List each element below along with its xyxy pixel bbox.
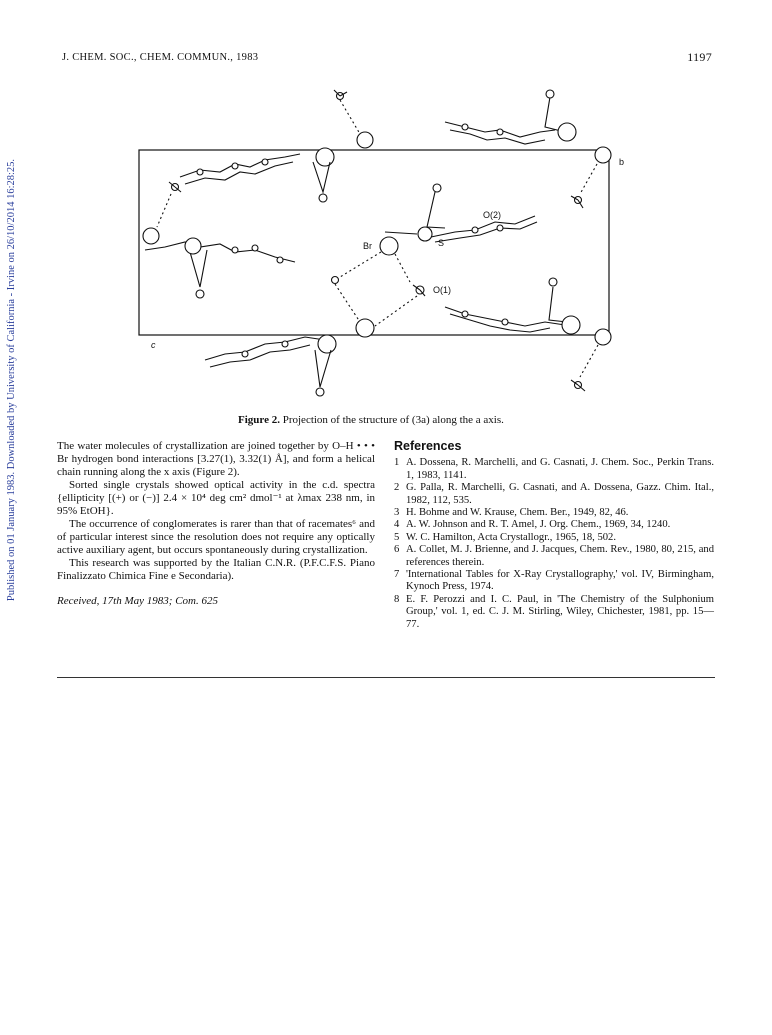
reference-item: 8 E. F. Perozzi and I. C. Paul, in 'The Chemistry of the Sulphonium Group,' vol. 1, ed. C. J. M. Stirling, Wiley, Chichester, 1981, pp. 15—77. <box>394 593 714 630</box>
reference-item: 5 W. C. Hamilton, Acta Crystallogr., 1965, 18, 502. <box>394 531 617 543</box>
axis-label-c: c <box>151 340 156 350</box>
journal-title: J. CHEM. SOC., CHEM. COMMUN., 1983 <box>62 52 259 63</box>
paragraph: The occurrence of conglomerates is rarer than that of racemates⁶ and of particular interest since the resolution does not require any optically active auxiliary agent, but occurs spontaneously during crystallization. <box>57 518 375 556</box>
label-br: Br <box>363 241 372 251</box>
reference-item: 1 A. Dossena, R. Marchelli, and G. Casnati, J. Chem. Soc., Perkin Trans. 1, 1983, 1141. <box>394 457 714 481</box>
label-s: S <box>438 238 445 248</box>
references-column <box>394 440 714 631</box>
axis-label-b: b <box>619 157 625 167</box>
reference-item: 2 G. Palla, R. Marchelli, G. Casnati, and A. Dossena, Gazz. Chim. Ital., 1982, 112, 535. <box>394 482 714 506</box>
page-divider <box>57 677 715 678</box>
paragraph: The water molecules of crystallization are joined together by O–H • • • Br hydrogen bond interactions [3.27(1), 3.32(1) Å], and form a helical chain running along the x axis (Figure 2). <box>57 440 375 478</box>
references-heading: References <box>394 439 462 453</box>
label-o1: O(1) <box>433 285 451 295</box>
download-watermark <box>6 120 18 640</box>
page-number: 1197 <box>687 50 712 64</box>
reference-item: 3 H. Bohme and W. Krause, Chem. Ber., 1949, 82, 46. <box>394 507 629 519</box>
paragraph: Sorted single crystals showed optical activity in the c.d. spectra {ellipticity [(+) or (−)] 2.4 × 10⁴ deg cm² dmol⁻¹ at λmax 238 nm, in 95% EtOH}. <box>57 479 375 517</box>
figure-caption-label: Figure 2. <box>238 414 280 426</box>
received-date: Received, 17th May 1983; Com. 625 <box>57 595 218 607</box>
figure-caption-text: Projection of the structure of (3a) along the a axis. <box>279 414 504 426</box>
reference-item: 7 'International Tables for X-Ray Crystallography,' vol. IV, Birmingham, Kynoch Press, 1974. <box>394 569 714 593</box>
download-watermark-text: Published on 01 January 1983. Downloaded by University of California - Irvine on 26/10/2014 16:28:25. <box>6 158 17 602</box>
paragraph: This research was supported by the Italian C.N.R. (P.F.C.F.S. Piano Finalizzato Chimica Fine e Secondaria). <box>57 557 375 582</box>
body-text-column <box>57 440 375 608</box>
crystal-structure-figure <box>135 82 635 412</box>
page-header <box>62 50 712 68</box>
figure-caption <box>238 414 504 426</box>
reference-item: 6 A. Collet, M. J. Brienne, and J. Jacques, Chem. Rev., 1980, 80, 215, and references therein. <box>394 544 714 568</box>
reference-item: 4 A. W. Johnson and R. T. Amel, J. Org. Chem., 1969, 34, 1240. <box>394 519 671 531</box>
label-o2: O(2) <box>483 210 501 220</box>
